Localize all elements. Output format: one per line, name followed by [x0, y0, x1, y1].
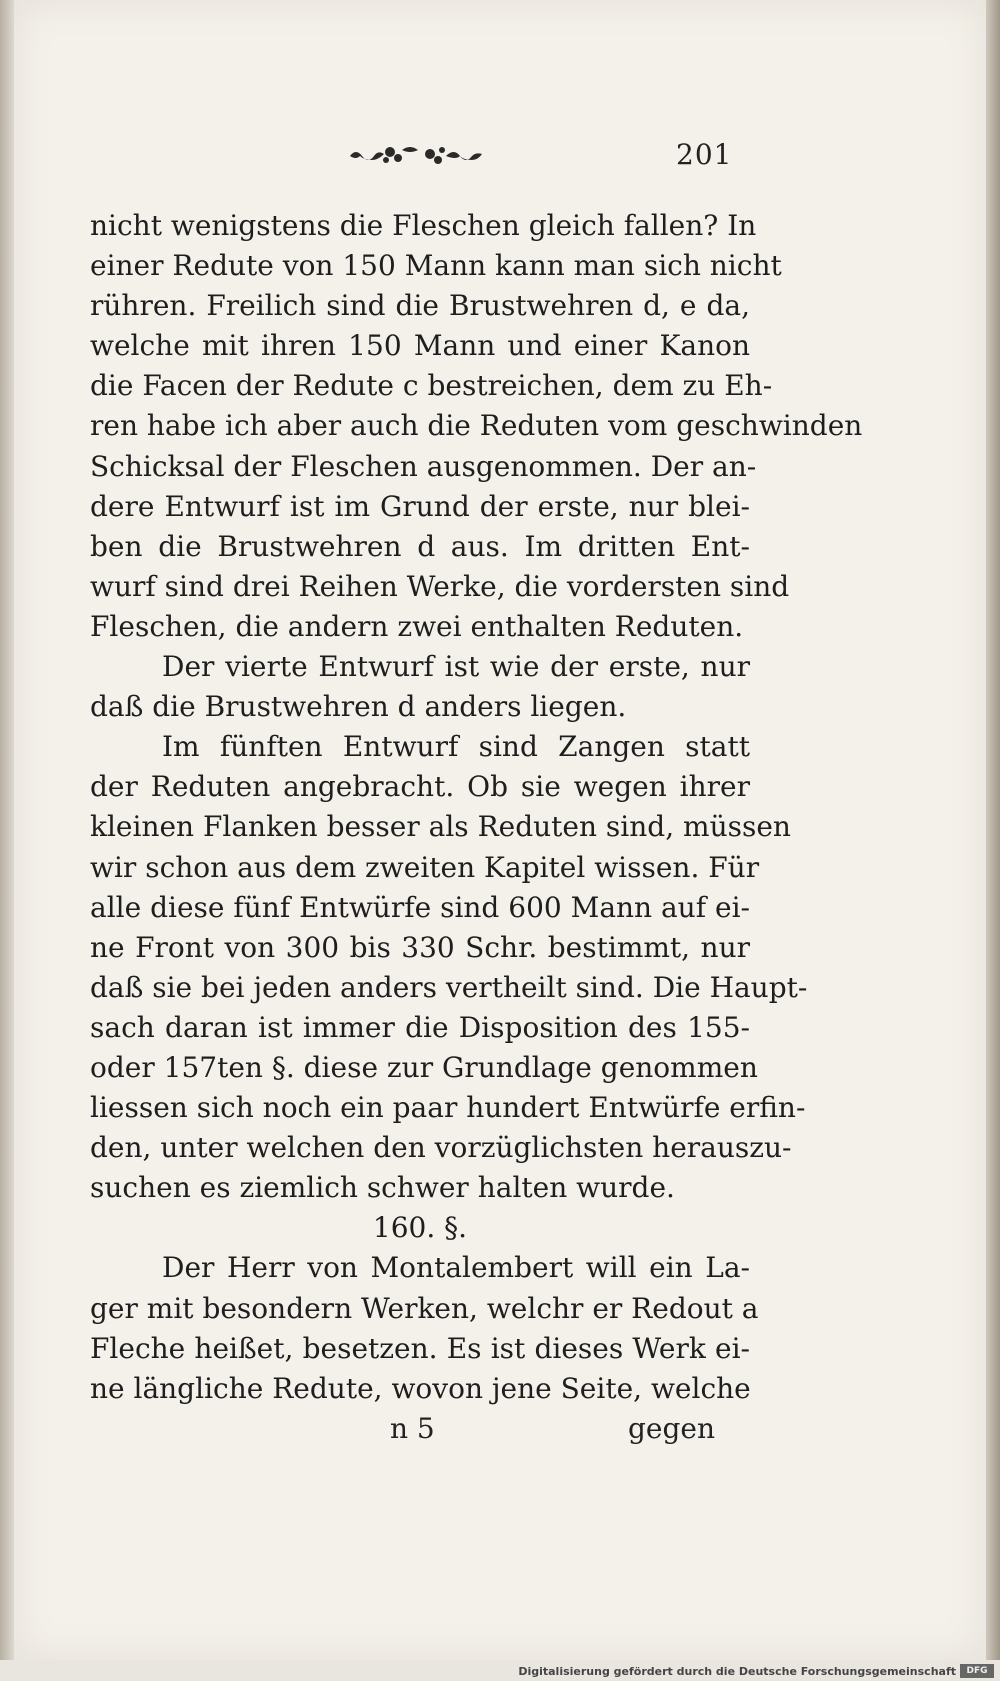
dfg-logo: DFG — [960, 1664, 994, 1678]
text-line: welche mit ihren 150 Mann und einer Kanon — [90, 329, 750, 363]
text-line: wir schon aus dem zweiten Kapitel wissen. Für — [90, 850, 760, 884]
text-line: liessen sich noch ein paar hundert Entwürfe erfin- — [90, 1091, 806, 1125]
text-line: Der Herr von Montalembert will ein La- — [162, 1251, 750, 1285]
text-line: alle diese fünf Entwürfe sind 600 Mann auf ei- — [90, 890, 750, 924]
scan-right-edge — [986, 0, 1000, 1681]
text-line: Fleche heißet, besetzen. Es ist dieses Werk ei- — [90, 1331, 750, 1365]
text-line: suchen es ziemlich schwer halten wurde. — [90, 1171, 675, 1205]
text-line: ger mit besondern Werken, welchr er Redout a — [90, 1291, 759, 1325]
page-header — [74, 128, 754, 188]
text-line: rühren. Freilich sind die Brustwehren d, e da, — [90, 289, 750, 323]
text-line: daß die Brustwehren d anders liegen. — [90, 690, 627, 724]
catchword: gegen — [628, 1412, 716, 1445]
page-number: 201 — [676, 138, 733, 171]
text-line: sach daran ist immer die Disposition des 155- — [90, 1010, 750, 1044]
book-spine-shadow — [0, 0, 14, 1681]
page-footer — [90, 1412, 750, 1452]
text-line: ne Front von 300 bis 330 Schr. bestimmt, nur — [90, 930, 750, 964]
funding-bar — [0, 1660, 1000, 1681]
ornament-icon — [346, 136, 486, 172]
text-line: daß sie bei jeden anders vertheilt sind. Die Haupt- — [90, 970, 808, 1004]
text-line: kleinen Flanken besser als Reduten sind, müssen — [90, 810, 791, 844]
text-line: Schicksal der Fleschen ausgenommen. Der an- — [90, 449, 757, 483]
text-line: Der vierte Entwurf ist wie der erste, nur — [162, 650, 750, 684]
page-body-text — [90, 206, 863, 1409]
book-page — [14, 0, 986, 1660]
text-line: ne längliche Redute, wovon jene Seite, welche — [90, 1371, 751, 1405]
text-line: ren habe ich aber auch die Reduten vom geschwinden — [90, 409, 863, 443]
text-line: ben die Brustwehren d aus. Im dritten Ent- — [90, 529, 750, 563]
section-heading: 160. §. — [372, 1211, 468, 1245]
text-line: Fleschen, die andern zwei enthalten Reduten. — [90, 609, 744, 643]
funding-note: Digitalisierung gefördert durch die Deutsche Forschungsgemeinschaft — [518, 1665, 956, 1678]
text-line: dere Entwurf ist im Grund der erste, nur blei- — [90, 489, 750, 523]
text-line: wurf sind drei Reihen Werke, die vordersten sind — [90, 569, 790, 603]
text-line: einer Redute von 150 Mann kann man sich nicht — [90, 249, 782, 283]
signature-mark: n 5 — [390, 1412, 435, 1445]
text-line: der Reduten angebracht. Ob sie wegen ihrer — [90, 770, 750, 804]
text-line: oder 157ten §. diese zur Grundlage genommen — [90, 1050, 758, 1084]
text-line: Im fünften Entwurf sind Zangen statt — [162, 730, 750, 764]
text-line: die Facen der Redute c bestreichen, dem zu Eh- — [90, 369, 773, 403]
text-line: nicht wenigstens die Fleschen gleich fallen? In — [90, 209, 757, 242]
text-line: den, unter welchen den vorzüglichsten herauszu- — [90, 1131, 792, 1165]
